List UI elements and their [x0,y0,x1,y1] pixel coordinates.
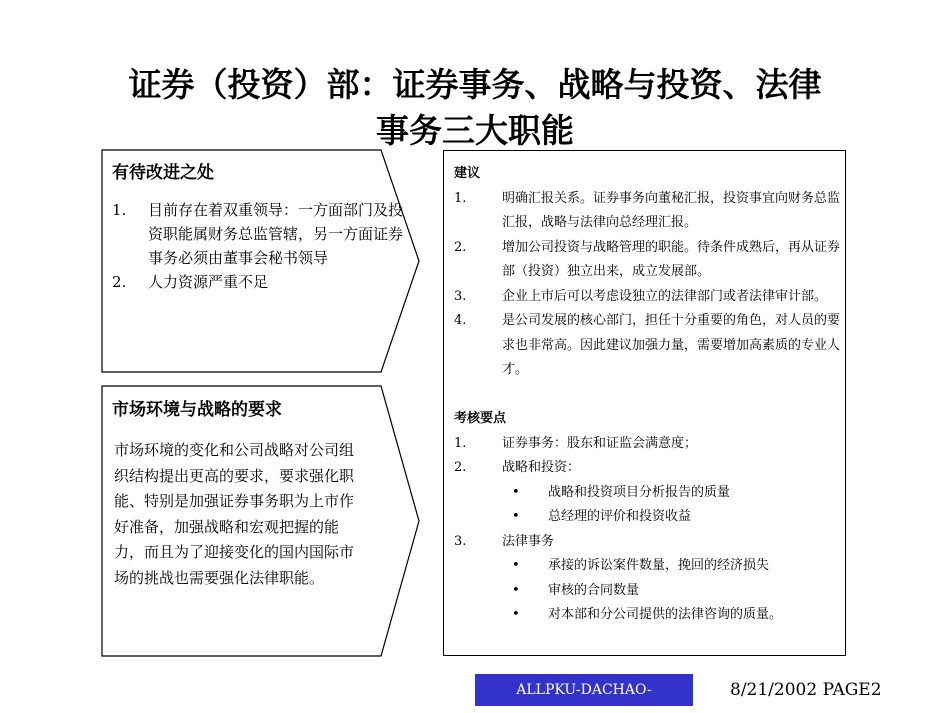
item-number: 2. [454,239,467,255]
bullet-text: 承接的诉讼案件数量，挽回的经济损失 [548,558,770,573]
kpi-bullet [454,554,840,579]
item-text: 目前存在着双重领导：一方面部门及投资职能属财务总监管辖，另一方面证券事务必须由董事会秘书领导 [148,201,404,267]
suggestions-panel [443,150,846,656]
list-item [112,198,412,270]
title-line-2: 事务三大职能 [376,111,574,150]
issues-heading: 有待改进之处 [112,163,214,183]
bullet-icon: • [512,607,520,622]
kpi-bullet [454,579,840,604]
footer-badge: ALLPKU-DACHAO- [475,674,693,706]
bullet-icon: • [512,484,520,500]
item-number: 3. [454,288,467,304]
market-heading: 市场环境与战略的要求 [112,400,282,420]
item-text: 战略和投资： [502,460,581,475]
item-number: 4. [454,313,467,328]
item-text: 人力资源严重不足 [148,273,269,291]
suggestion-item [454,309,840,383]
item-text: 证券事务：股东和证监会满意度； [502,435,698,451]
suggestions-heading: 建议 [454,166,481,181]
item-number: 2. [454,460,467,475]
market-text: 市场环境的变化和公司战略对公司组织结构提出更高的要求，要求强化职能、特别是加强证券事务职为上市作好准备，加强战略和宏观把握的能力，而且为了迎接变化的国内国际市场的挑战也需要强化法律职能。 [114,441,355,587]
kpi-heading: 考核要点 [454,411,507,426]
kpi-item [454,432,840,457]
item-number: 1. [454,435,467,451]
kpi-bullet [454,603,840,628]
item-text: 增加公司投资与战略管理的职能。待条件成熟后，再从证券部（投资）独立出来，成立发展部。 [502,239,841,279]
kpi-item [454,530,840,555]
issues-list [112,198,412,294]
bullet-icon: • [512,509,520,524]
kpi-bullet [454,481,840,506]
item-text: 法律事务 [502,533,555,549]
suggestion-item [454,236,840,285]
item-text: 企业上市后可以考虑设独立的法律部门或者法律审计部。 [502,288,828,304]
item-text: 是公司发展的核心部门，担任十分重要的角色，对人员的要求也非常高。因此建议加强力量，需要增加高素质的专业人才。 [502,313,841,377]
bullet-text: 审核的合同数量 [548,582,640,598]
bullet-text: 总经理的评价和投资收益 [548,509,692,524]
item-number: 3. [454,533,467,549]
list-item [112,270,412,294]
footer-date-page: 8/21/2002 PAGE2 [730,680,882,700]
bullet-text: 对本部和分公司提供的法律咨询的质量。 [548,607,783,622]
item-number: 1. [112,201,127,219]
suggestion-item [454,285,840,310]
kpi-item [454,456,840,481]
kpi-bullet [454,505,840,530]
suggestion-item [454,187,840,236]
item-number: 1. [454,190,467,206]
item-text: 明确汇报关系。证券事务向董秘汇报，投资事宜向财务总监汇报，战略与法律向总经理汇报。 [502,190,841,230]
title-line-1: 证券（投资）部：证券事务、战略与投资、法律 [128,65,822,104]
item-number: 2. [112,273,127,291]
bullet-icon: • [512,558,520,573]
bullet-text: 战略和投资项目分析报告的质量 [548,484,731,500]
bullet-icon: • [512,582,520,598]
